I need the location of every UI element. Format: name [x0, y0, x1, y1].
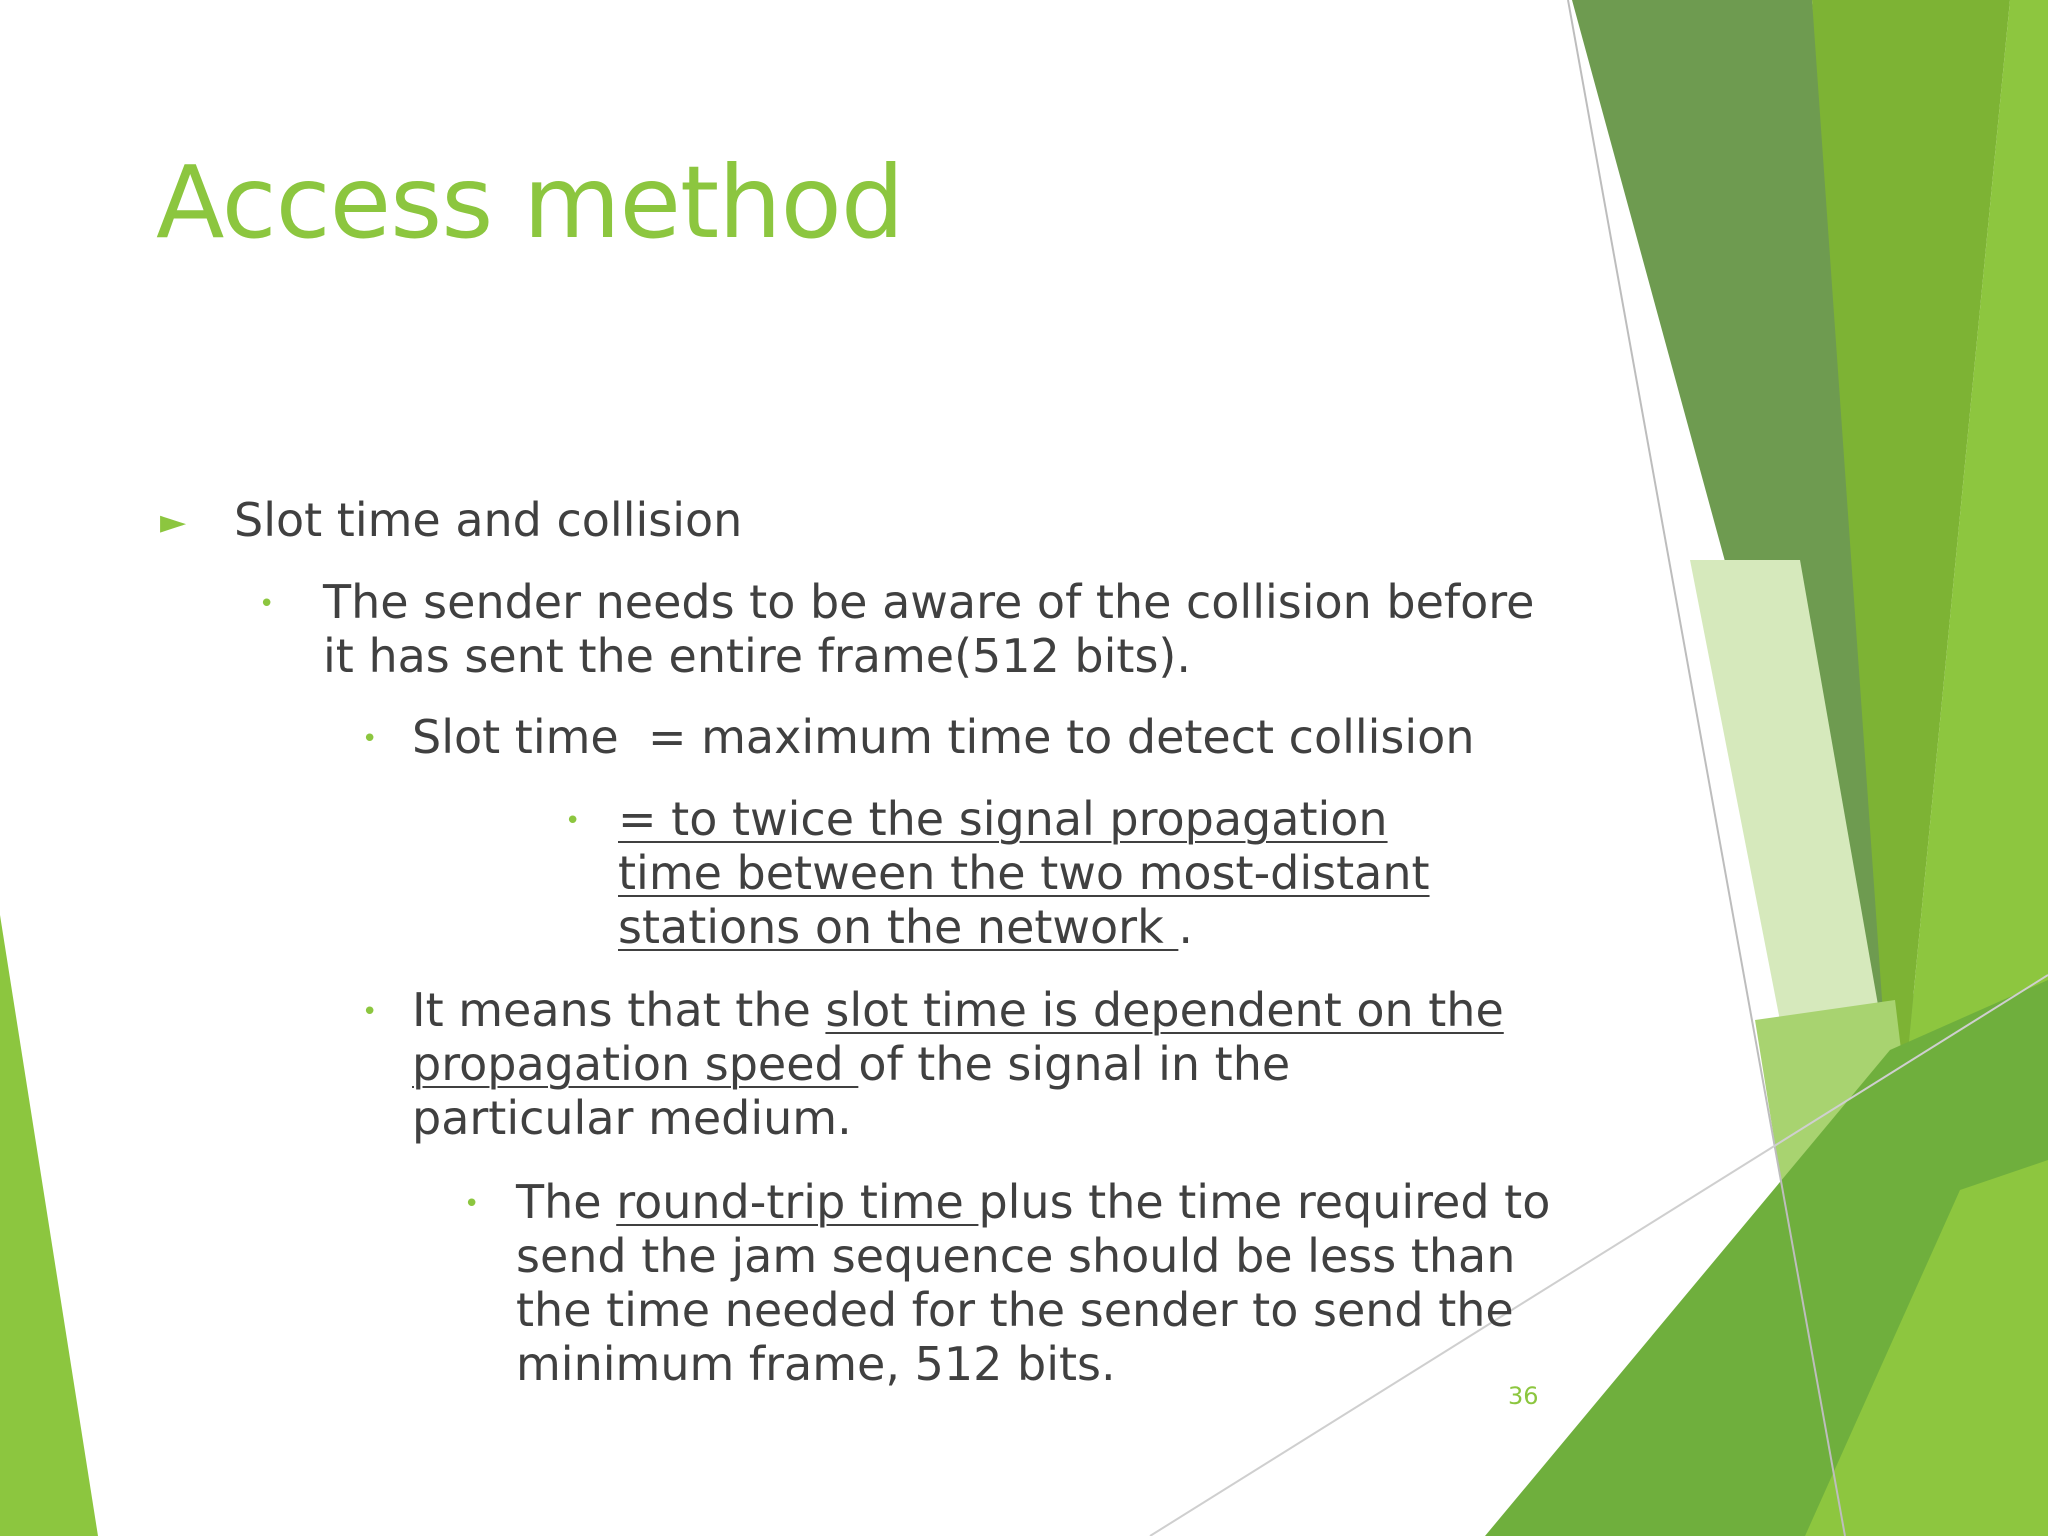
bullet-twice-propagation	[618, 792, 1498, 954]
bullet-slot-time-definition: Slot time = maximum time to detect collision	[412, 710, 1475, 764]
bullet-round-trip-time	[516, 1175, 1556, 1391]
dot-bullet-icon: •	[362, 724, 378, 754]
dot-bullet-icon: •	[259, 589, 275, 619]
bullet-sender-aware: The sender needs to be aware of the collision before it has sent the entire frame(512 bits).	[323, 575, 1535, 683]
slide-title: Access method	[156, 144, 904, 261]
trailing-period: .	[1178, 900, 1193, 954]
bullet-slot-time-dependent	[412, 983, 1512, 1145]
page-number: 36	[1508, 1382, 1539, 1410]
underlined-text: slot time is dependent on the propagation speed	[412, 983, 1504, 1091]
underlined-text: = to twice the signal propagation time between the two most-distant stations on the network	[618, 792, 1430, 954]
left-accent-shape	[0, 915, 98, 1536]
text-fragment: The	[516, 1175, 617, 1229]
dot-bullet-icon: •	[362, 997, 378, 1027]
text-fragment: of the signal in the particular medium.	[412, 1037, 1291, 1145]
arrow-bullet-icon: ►	[160, 502, 187, 542]
dot-bullet-icon: •	[565, 806, 581, 836]
dot-bullet-icon: •	[464, 1189, 480, 1219]
text-fragment: It means that the	[412, 983, 826, 1037]
underlined-text: round-trip time	[616, 1175, 979, 1229]
text-fragment: plus the time required to send the jam sequence should be less than the time needed for the sender to send the minimum frame, 512 bits.	[516, 1175, 1551, 1391]
bullet-slot-time-and-collision: Slot time and collision	[234, 493, 743, 547]
